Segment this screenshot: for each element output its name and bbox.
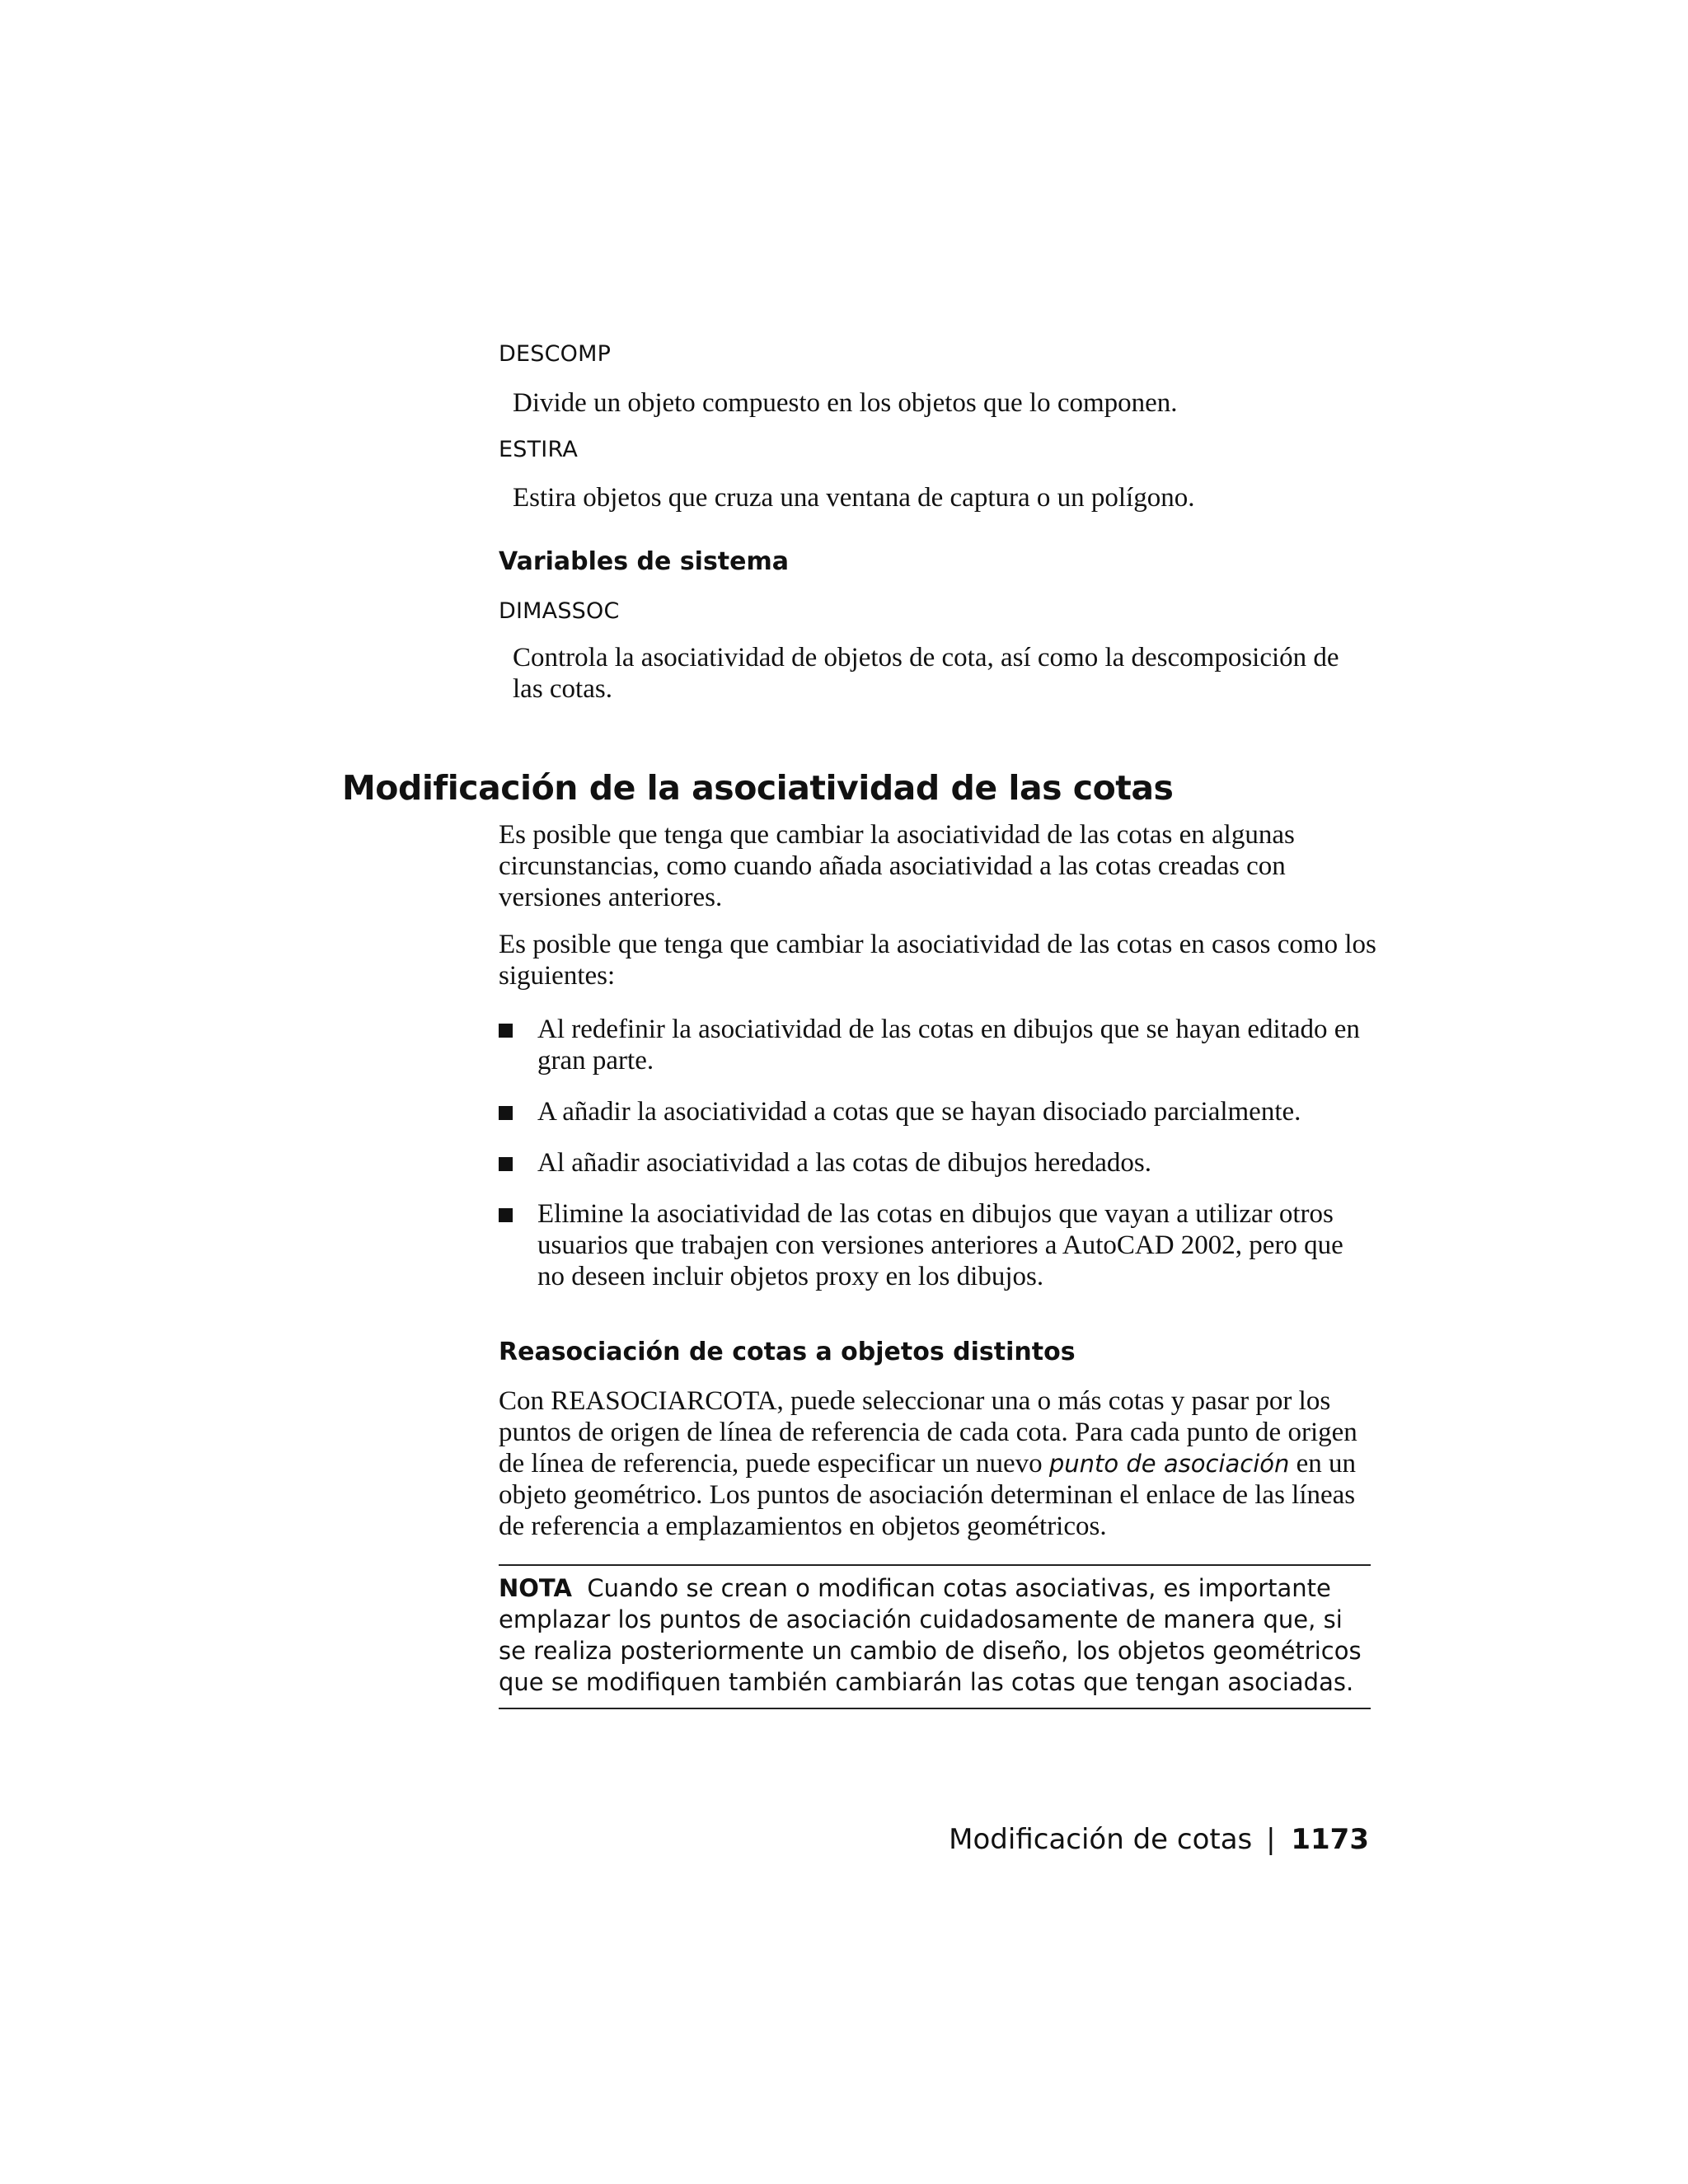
subsection-paragraph [499,1385,1376,1542]
note-label: NOTA [499,1574,572,1602]
note-text: Cuando se crean o modifican cotas asociativas, es importante emplazar los puntos de asociación cuidadosamente de manera que, si se realiza posteriormente un cambio de diseño, los objetos geométricos que se modifiquen también cambiarán las cotas que tengan asociadas. [499,1574,1362,1696]
command-term-estira: ESTIRA [499,437,578,462]
square-bullet-icon [499,1157,513,1171]
command-term-descomp: DESCOMP [499,341,612,367]
command-description-descomp: Divide un objeto compuesto en los objetos que lo componen. [513,388,1178,418]
section-paragraph-2: Es posible que tenga que cambiar la asociatividad de las cotas en casos como los siguientes: [499,930,1376,991]
bullet-item [499,1147,1376,1179]
bullet-list [499,1014,1376,1312]
subsection-text-part-2: en un objeto geométrico. Los puntos de asociación determinan el enlace de las líneas de referencia a emplazamientos en objetos geométricos. [499,1449,1357,1541]
square-bullet-icon [499,1106,513,1120]
subsection-title: Reasociación de cotas a objetos distintos [499,1338,1076,1366]
system-variables-heading: Variables de sistema [499,547,790,576]
page-number: 1173 [1291,1823,1369,1856]
command-description-estira: Estira objetos que cruza una ventana de captura o un polígono. [513,483,1195,513]
square-bullet-icon [499,1208,513,1222]
square-bullet-icon [499,1024,513,1038]
bullet-item [499,1014,1376,1076]
subsection-text-part-1: Con REASOCIARCOTA, puede seleccionar una o más cotas y pasar por los puntos de origen de línea de referencia de cada cota. Para cada punto de origen de línea de referencia, puede especificar un nuevo [499,1386,1357,1479]
bullet-item [499,1198,1376,1292]
footer-separator: | [1266,1823,1276,1856]
note-box [499,1564,1371,1709]
page-footer [949,1823,1369,1856]
bullet-text: Elimine la asociatividad de las cotas en dibujos que vayan a utilizar otros usuarios que trabajen con versiones anteriores a AutoCAD 2002, pero que no deseen incluir objetos proxy en los dibujos. [537,1199,1343,1291]
section-paragraph-1: Es posible que tenga que cambiar la asociatividad de las cotas en algunas circunstancias, como cuando añada asociatividad a las cotas creadas con versiones anteriores. [499,820,1295,912]
variable-description-dimassoc: Controla la asociatividad de objetos de cota, así como la descomposición de las cotas. [513,643,1339,704]
subsection-italic-term: punto de asociación [1048,1450,1290,1478]
bullet-text: Al añadir asociatividad a las cotas de dibujos heredados. [537,1148,1152,1178]
variable-term-dimassoc: DIMASSOC [499,598,620,624]
footer-chapter-title: Modificación de cotas [949,1823,1253,1856]
bullet-text: Al redefinir la asociatividad de las cotas en dibujos que se hayan editado en gran parte. [537,1015,1360,1076]
bullet-text: A añadir la asociatividad a cotas que se hayan disociado parcialmente. [537,1097,1301,1127]
section-title: Modificación de la asociatividad de las cotas [342,768,1174,808]
bullet-item [499,1096,1376,1127]
